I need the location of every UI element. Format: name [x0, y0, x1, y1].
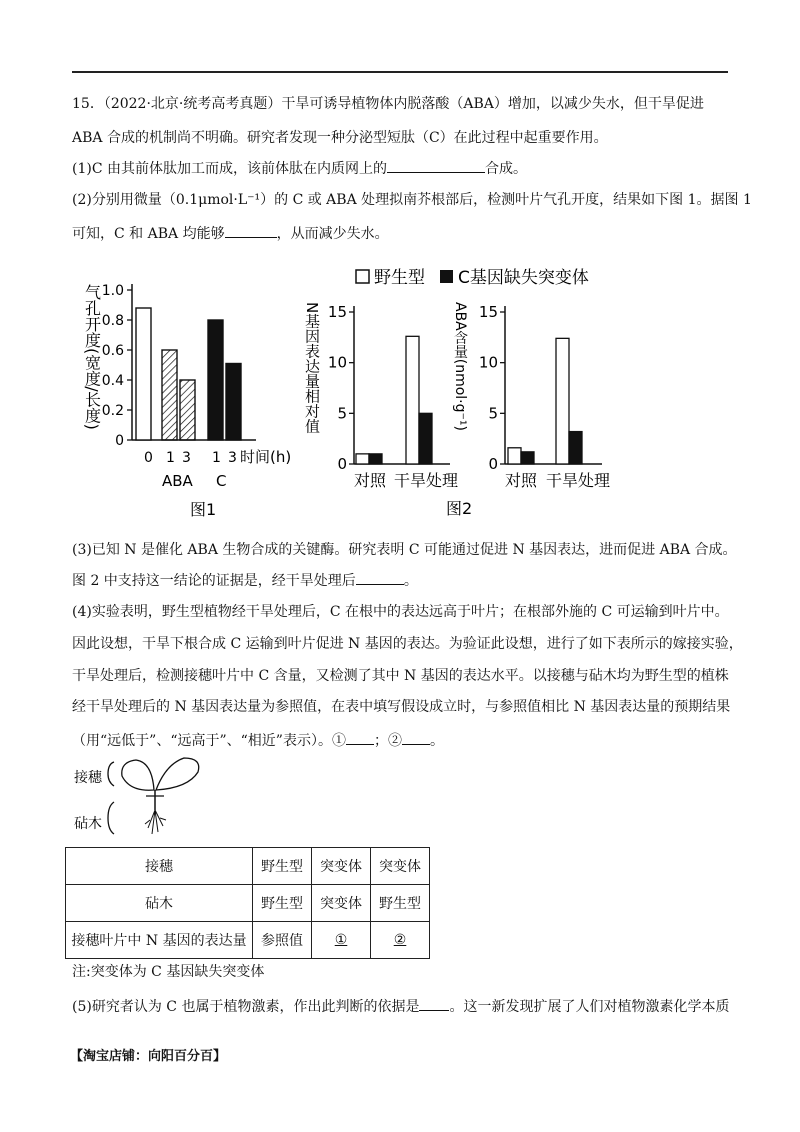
y-tick-label: 0: [488, 455, 498, 473]
y-tick-label: 5: [488, 404, 498, 423]
answer-blank-4b[interactable]: [402, 730, 430, 745]
answer-cell-1[interactable]: ①: [312, 922, 371, 959]
answer-blank-1[interactable]: [387, 158, 485, 173]
top-rule: [72, 71, 728, 73]
table-cell: 参照值: [253, 922, 312, 959]
figure-2-left-y-ticks: [328, 303, 354, 473]
question-part-2-line-2: 可知，C 和 ABA 均能够 ，从而减少失水。: [72, 223, 728, 244]
table-cell: 砧木: [66, 885, 253, 922]
question-part-5: (5)研究者认为 C 也属于植物激素，作出此判断的依据是 。这一新发现扩展了人们对植物激素化学本质: [72, 996, 728, 1017]
answer-blank-2[interactable]: [225, 223, 277, 238]
figure-1-group-aba: ABA: [162, 472, 193, 490]
rootstock-label: 砧木: [74, 816, 102, 832]
bar-wild-0: [356, 454, 369, 464]
y-tick-label: 0.2: [101, 403, 124, 419]
bar-mutant-1: [419, 413, 432, 464]
y-tick-label: 0.4: [101, 373, 124, 389]
figure-2-right-ylabel: ABA含量(nmol·g⁻¹): [452, 302, 468, 431]
rootstock-brace: [108, 802, 114, 834]
y-tick-label: 0: [337, 455, 347, 473]
y-tick-label: 0.8: [101, 313, 124, 329]
table-row: [66, 922, 430, 959]
figure-1-y-ticks: [102, 283, 132, 449]
question-part-1: (1)C 由其前体肽加工而成，该前体肽在内质网上的 合成。: [72, 158, 728, 179]
figure-2-right-y-ticks: [479, 303, 505, 473]
y-tick-label: 1.0: [101, 283, 124, 299]
bar-mutant-1: [569, 432, 582, 464]
table-cell: 野生型: [371, 885, 430, 922]
question-part-2-line-1: (2)分别用微量（0.1μmol·L⁻¹）的 C 或 ABA 处理拟南芥根部后，检测叶片气孔开度，结果如下图 1。据图 1: [72, 192, 752, 208]
bar-0: [136, 308, 151, 440]
scion-brace: [108, 762, 114, 786]
question-part-4-line-5: （用“远低于”、“远高于”、“相近”表示）。① ；② 。: [72, 730, 728, 751]
legend-mutant-swatch: [440, 270, 453, 283]
question-line-2: ABA 合成的机制尚不明确。研究者发现一种分泌型短肽（C）在此过程中起重要作用。: [72, 130, 608, 146]
figure-1-xtick-c-3: 3: [228, 450, 237, 466]
figure-2-chart: [300, 262, 640, 522]
footer-shop-label: 【淘宝店铺：向阳百分百】: [70, 1049, 227, 1064]
bar-mutant-0: [369, 454, 382, 464]
figure-2-right-bars: [508, 338, 582, 464]
figure-2-left-bars: [356, 336, 432, 464]
figure-2-right-cat-drought: 干旱处理: [546, 471, 611, 490]
scion-label: 接穗: [74, 770, 102, 786]
figure-2-left-cat-control: 对照: [354, 471, 387, 490]
question-part-4-line-3: 干旱处理后，检测接穗叶片中 C 含量，又检测了其中 N 基因的表达水平。以接穗与砧木均为野生型的植株: [72, 668, 729, 684]
y-tick-label: 10: [327, 353, 347, 372]
question-part-4-line-2: 因此设想，干旱下根合成 C 运输到叶片促进 N 基因的表达。为验证此设想，进行了如下表所示的嫁接实验，: [72, 636, 743, 652]
answer-blank-4a[interactable]: [346, 730, 374, 745]
y-tick-label: 10: [478, 353, 498, 372]
answer-blank-3[interactable]: [356, 570, 404, 585]
question-part-3-line-1: (3)已知 N 是催化 ABA 生物合成的关键酶。研究表明 C 可能通过促进 N 基因表达，进而促进 ABA 合成。: [72, 542, 737, 558]
table-cell: 突变体: [312, 848, 371, 885]
figure-1-xtick-aba-3: 3: [182, 450, 191, 466]
question-part-4-line-4: 经干旱处理后的 N 基因表达量为参照值，在表中填写假设成立时，与参照值相比 N 基因表达量的预期结果: [72, 699, 731, 715]
figure-2-left-cat-drought: 干旱处理: [394, 471, 459, 490]
figure-2-right-cat-control: 对照: [505, 471, 538, 490]
figure-1-bars: [136, 308, 241, 440]
figure-2-caption: 图2: [446, 499, 473, 518]
bar-ABA-1: [162, 350, 177, 440]
table-cell: 野生型: [253, 848, 312, 885]
legend-mutant-label: C基因缺失突变体: [458, 268, 589, 288]
y-tick-label: 5: [337, 404, 347, 423]
figure-1-ylabel: 气孔开度(宽度/长度): [82, 284, 102, 430]
table-cell: 野生型: [253, 885, 312, 922]
table-row: [66, 848, 430, 885]
y-tick-label: 0.6: [101, 343, 124, 359]
graft-diagram: [70, 754, 220, 844]
table-cell: 突变体: [371, 848, 430, 885]
bar-wild-1: [556, 338, 569, 464]
question-line-1: 15．（2022·北京·统考高考真题）干旱可诱导植物体内脱落酸（ABA）增加，以减少失水，但干旱促进: [72, 96, 704, 112]
figure-1-time-label: 时间(h): [240, 448, 292, 466]
legend-wild-swatch: [356, 270, 369, 283]
y-tick-label: 15: [478, 303, 498, 321]
legend-wild-label: 野生型: [374, 268, 425, 288]
table-cell: 突变体: [312, 885, 371, 922]
figure-1-chart: [78, 272, 318, 522]
bar-C-3: [226, 364, 241, 441]
y-tick-label: 0: [115, 433, 124, 449]
bar-ABA-3: [180, 380, 195, 440]
table-note: 注:突变体为 C 基因缺失突变体: [72, 964, 265, 980]
table-row: [66, 885, 430, 922]
figure-1-group-c: C: [216, 472, 227, 490]
answer-blank-5[interactable]: [419, 996, 449, 1011]
graft-table: [65, 847, 430, 959]
figure-1-xtick-0: 0: [144, 450, 153, 466]
answer-cell-2[interactable]: ②: [371, 922, 430, 959]
question-part-3-line-2: 图 2 中支持这一结论的证据是，经干旱处理后 。: [72, 570, 728, 591]
question-part-4-line-1: (4)实验表明，野生型植物经干旱处理后，C 在根中的表达远高于叶片；在根部外施的 C 可运输到叶片中。: [72, 604, 729, 620]
seedling-icon: [122, 758, 199, 834]
table-cell: 接穗: [66, 848, 253, 885]
figure-1-xtick-c-1: 1: [212, 450, 221, 466]
bar-wild-1: [406, 336, 419, 464]
table-cell: 接穗叶片中 N 基因的表达量: [66, 922, 253, 959]
bar-mutant-0: [521, 452, 534, 464]
figure-1-xtick-aba-1: 1: [166, 450, 175, 466]
bar-C-1: [208, 320, 223, 440]
figure-2-left-ylabel: N基因表达量相对值: [303, 302, 321, 434]
figure-1-caption: 图1: [190, 500, 217, 519]
y-tick-label: 15: [327, 303, 347, 321]
bar-wild-0: [508, 448, 521, 464]
